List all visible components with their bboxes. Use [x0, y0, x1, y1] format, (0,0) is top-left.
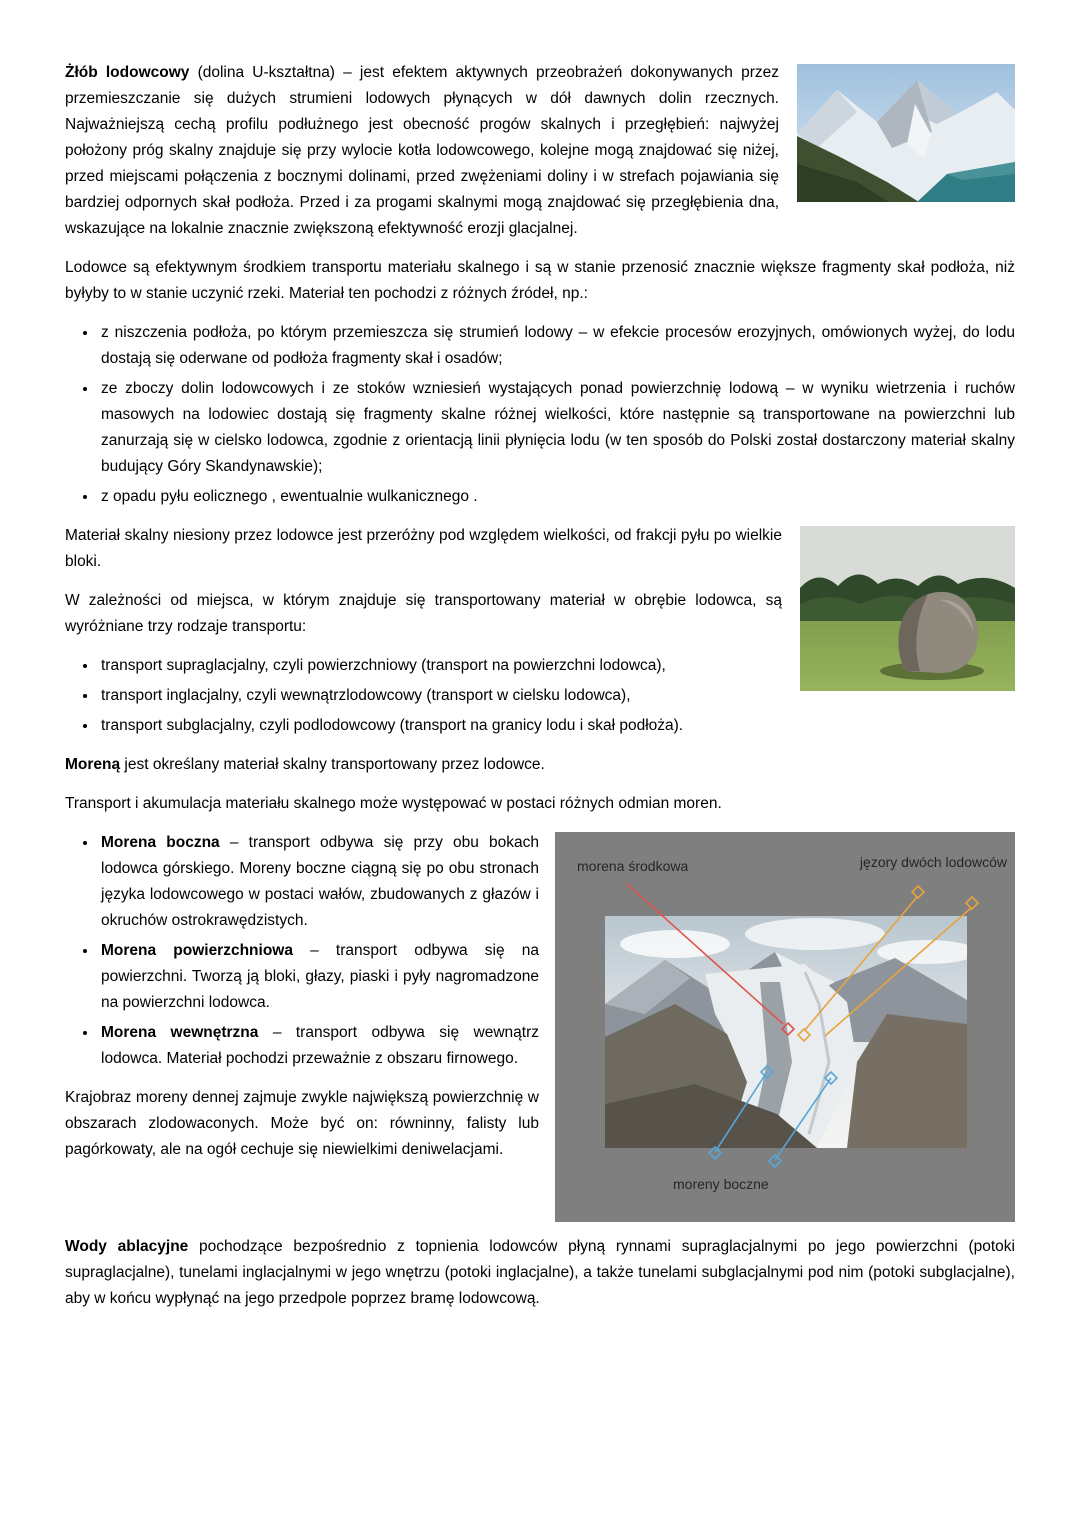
paragraph-material-skalny	[65, 523, 1015, 575]
paragraph-rodzaje-transportu: W zależności od miejsca, w którym znajduje się transportowany materiał w obrębie lodowca, są wyróżniane trzy rodzaje transportu:	[65, 592, 782, 635]
paragraph-text: (dolina U-kształtna) – jest efektem aktywnych przeobrażeń dokonywanych przez przemieszczanie się dużych strumieni lodowych płynących w dół dawnych dolin rzecznych. Najważniejszą cechą profilu podłużnego jest obecność progów skalnych i przegłębień: najwyżej położony próg skalny znajduje się przy wylocie kotła lodowcowego, kolejne mogą znajdować się niżej, przed miejscami połączenia z bocznymi dolinami, przed zwężeniami doliny i w strefach pojawiania się bardziej odpornych skał podłoża. Przed i za progami skalnymi mogą znajdować się przegłębienia dna, wskazujące na lokalnie znacznie zwiększoną efektywność erozji glacjalnej.	[65, 64, 779, 237]
list-item: • transport inglacjalny, czyli wewnątrzlodowcowy (transport w cielsku lodowca),	[98, 683, 1015, 709]
list-item: • ze zboczy dolin lodowcowych i ze stoków wzniesień wystających ponad powierzchnię lodową – w wyniku wietrzenia i ruchów masowych na lodowiec dostają się fragmenty skalne różnej wielkości, które następnie są transportowane na powierzchni lub zanurzają się w cielsko lodowca, zgodnie z orientacją linii płynięcia lodu (w ten sposób do Polski został dostarczony materiał skalny budujący Góry Skandynawskie);	[98, 376, 1015, 480]
figure-label-morena-srodkowa: morena środkowa	[577, 858, 689, 874]
list-item-text: – transport odbywa się przy obu bokach lodowca górskiego. Moreny boczne ciągną się po obu stronach języka lodowcowego w postaci wałów, zbudowanych z głazów i okruchów ostrokrawędzistych.	[101, 834, 539, 929]
photo-u-shaped-valley-icon	[797, 64, 1015, 202]
paragraph-text: Materiał skalny niesiony przez lodowce jest przeróżny pod względem wielkości, od frakcji pyłu po wielkie bloki.	[65, 527, 782, 570]
list-material-sources	[65, 320, 1015, 510]
term-morena-powierzchniowa: Morena powierzchniowa	[101, 942, 293, 959]
figure-label-moreny-boczne: moreny boczne	[673, 1176, 769, 1192]
term-morena: Moreną	[65, 756, 121, 773]
photo-erratic-boulder-icon	[800, 526, 1015, 691]
paragraph-text: pochodzące bezpośrednio z topnienia lodowców płyną rynnami supraglacjalnymi po jego powierzchni (potoki supraglacjalne), tunelami inglacjalnymi w jego wnętrzu (potoki inglacjalne), a także tunelami subglacjalnymi pod nim (potoki subglacjalne), aby w końcu wypłynąć na jego przedpole poprzez bramę lodowcową.	[65, 1238, 1015, 1307]
figure-moraine-diagram	[555, 832, 1015, 1222]
paragraph-lodowce-transport: Lodowce są efektywnym środkiem transportu materiału skalnego i są w stanie przenosić znacznie większe fragmenty skał podłoża, niż byłyby to w stanie uczynić rzeki. Materiał ten pochodzi z różnych źródeł, np.:	[65, 259, 1015, 302]
list-item: • z opadu pyłu eolicznego , ewentualnie wulkanicznego .	[98, 484, 1015, 510]
list-item: • transport subglacjalny, czyli podlodowcowy (transport na granicy lodu i skał podłoża).	[98, 713, 1015, 739]
list-item-text: – transport odbywa się wewnątrz lodowca. Materiał pochodzi przeważnie z obszaru firnowego.	[101, 1024, 540, 1067]
list-item-text: – transport odbywa się na powierzchni. Tworzą ją bloki, głazy, piaski i pyły nagromadzone na powierzchni lodowca.	[101, 942, 539, 1011]
list-item: • z niszczenia podłoża, po którym przemieszcza się strumień lodowy – w efekcie procesów erozyjnych, omówionych wyżej, do lodu dostają się oderwane od podłoża fragmenty skał i osadów;	[98, 320, 1015, 372]
moraine-photo-with-callouts	[555, 832, 1015, 1222]
term-wody-ablacyjne: Wody ablacyjne	[65, 1238, 189, 1255]
paragraph-zlob-lodowcowy	[65, 60, 1015, 242]
figure-label-jezory-lodowcow: jęzory dwóch lodowców	[859, 854, 1007, 870]
paragraph-morena-definition	[65, 752, 1015, 778]
paragraph-text: jest określany materiał skalny transportowany przez lodowce.	[120, 756, 545, 773]
term-morena-wewnetrzna: Morena wewnętrzna	[101, 1024, 259, 1041]
paragraph-transport-akumulacja: Transport i akumulacja materiału skalnego może występować w postaci różnych odmian moren.	[65, 795, 722, 812]
list-item: • transport supraglacjalny, czyli powierzchniowy (transport na powierzchni lodowca),	[98, 653, 1015, 679]
paragraph-krajobraz-moreny: Krajobraz moreny dennej zajmuje zwykle największą powierzchnię w obszarach zlodowaconych. Może być on: równinny, falisty lub pagórkowaty, ale na ogół cechuje się niewielkimi deniwelacjami.	[65, 1089, 539, 1158]
term-zlob-lodowcowy: Żłób lodowcowy	[65, 64, 190, 81]
paragraph-wody-ablacyjne	[65, 1234, 1015, 1312]
term-morena-boczna: Morena boczna	[101, 834, 220, 851]
